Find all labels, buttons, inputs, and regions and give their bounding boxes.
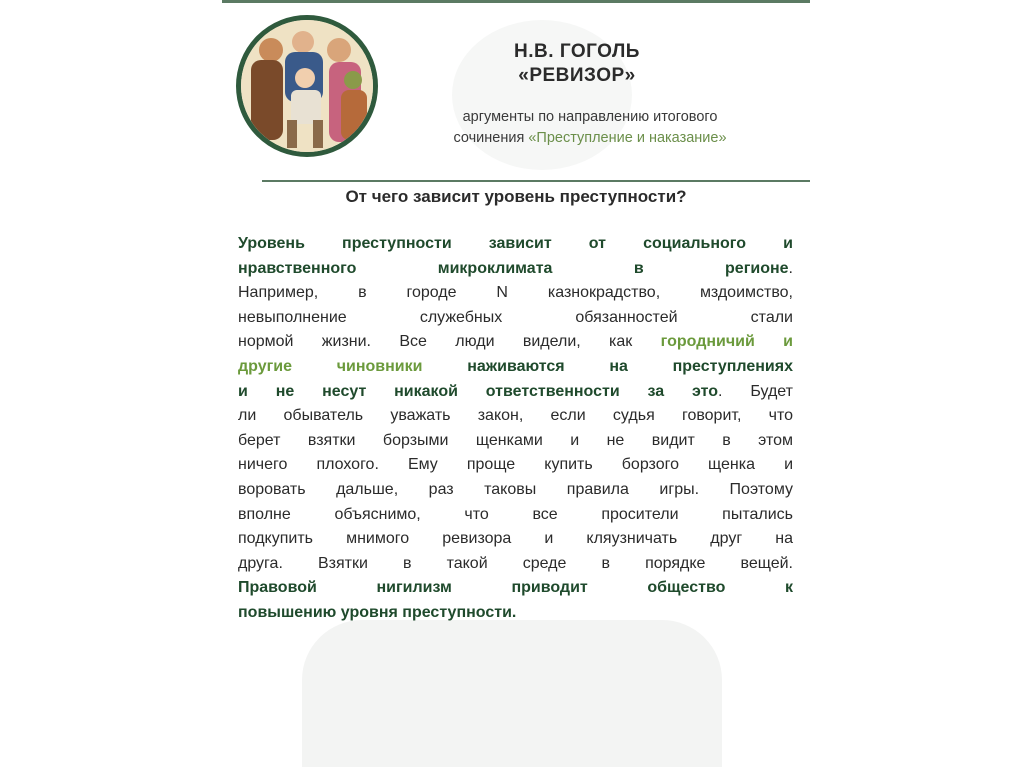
text-line xyxy=(238,576,793,601)
header-title xyxy=(462,40,692,88)
header-subtitle xyxy=(400,107,780,149)
text-line: невыполнение служебных обязанностей стали xyxy=(238,308,793,326)
highlight-characters-cont: другие чиновники xyxy=(238,357,423,375)
subtitle-prefix: сочинения xyxy=(453,130,529,146)
text-line xyxy=(238,257,793,282)
text-line xyxy=(238,232,793,257)
text-line: подкупить мнимого ревизора и кляузничать друг на xyxy=(238,530,793,548)
section-divider xyxy=(262,180,810,182)
text-line: берет взятки борзыми щенками и не видит в этом xyxy=(238,431,793,449)
text-line xyxy=(238,330,793,355)
thesis-text: Уровень преступности зависит от социального и xyxy=(238,235,793,252)
background-watermark-bottom xyxy=(302,620,722,767)
text-fragment: . xyxy=(788,259,793,277)
text-line: ничего плохого. Ему проще купить борзого щенка и xyxy=(238,456,793,474)
text-line xyxy=(238,355,793,380)
subtitle-accent: «Преступление и наказание» xyxy=(528,130,727,146)
highlight-crime: наживаются на преступлениях xyxy=(422,357,793,375)
text-fragment: . Будет xyxy=(718,382,793,400)
author-name: Н.В. ГОГОЛЬ xyxy=(514,41,640,62)
thesis-text-cont: нравственного микроклимата в регионе xyxy=(238,259,789,277)
argument-text xyxy=(238,232,793,626)
text-line xyxy=(238,601,793,626)
conclusion-text-cont: повышению уровня преступности. xyxy=(238,603,517,621)
work-title: «РЕВИЗОР» xyxy=(518,65,636,86)
conclusion-text: Правовой нигилизм приводит общество к xyxy=(238,579,793,597)
top-rule xyxy=(222,0,810,3)
text-line: друга. Взятки в такой среде в порядке вещей. xyxy=(238,554,793,572)
illustration-emblem xyxy=(236,15,378,157)
subtitle-line-1: аргументы по направлению итогового xyxy=(462,109,718,125)
text-line: ли обыватель уважать закон, если судья говорит, что xyxy=(238,407,793,425)
text-line: вполне объяснимо, что все просители пытались xyxy=(238,505,793,523)
text-line: воровать дальше, раз таковы правила игры. Поэтому xyxy=(238,480,793,498)
text-line: Например, в городе N казнокрадство, мздоимство, xyxy=(238,284,793,302)
slide xyxy=(222,0,810,767)
highlight-characters: городничий и xyxy=(660,333,793,351)
question-heading: От чего зависит уровень преступности? xyxy=(345,187,687,206)
text-fragment: нормой жизни. Все люди видели, как xyxy=(238,333,661,351)
subtitle-line-2 xyxy=(400,128,780,149)
text-line xyxy=(238,380,793,405)
highlight-crime-cont: и не несут никакой ответственности за это xyxy=(238,382,719,400)
illustration-figures xyxy=(241,20,373,152)
